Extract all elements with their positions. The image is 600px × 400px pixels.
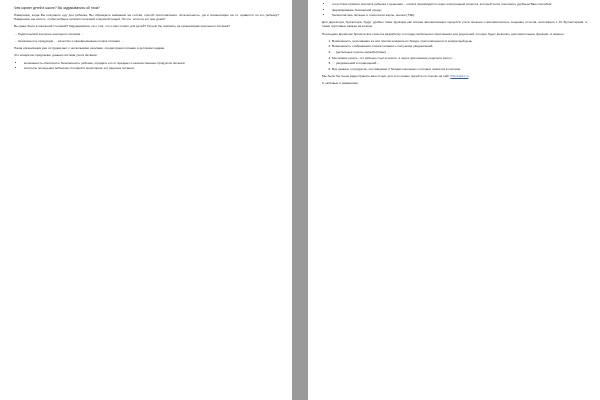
paragraph: … Родительский контроль школьного питания … (14, 31, 85, 36)
list-item: • формирование безопасной среды; (332, 8, 587, 12)
list-item: 3. … (детальные пункты неразборчивы) … (332, 50, 587, 54)
list-item: 4. Мы можем узнать, что ребенок съел в школе, и через приложение родители смогут … (332, 56, 587, 60)
list-item: 1. Возможность голосования за или против конкретного блюда, приготовленного в конкретный день. (332, 39, 587, 43)
left-page (0, 0, 292, 400)
website-link[interactable]: http://qp21.ru (450, 74, 469, 79)
paragraph: Для директора, бухгалтера, будут удобны такие функции как полная автоматизация процесса учета питания и автоматическое создание отчетов, интеграция с 1С Бухгалтерией, а также групповые заказы на классы. (322, 20, 587, 29)
paragraph: … безопасность продукции … качество и своевременная оплата питания … (14, 38, 124, 43)
list-item: 2. Возможность отображения списка питания и получения уведомлений. (332, 44, 587, 48)
page-heading: Чем кормят детей в школе? Вы задумывались об этом? (14, 6, 100, 10)
paragraph: Наверняка, когда Вы покупаете еду для ребенка, Вы обращаете внимание на состав, способ приготовления, питательность, да и элементарно на то, нравится ли это ребенку? Наверняка, вы хотите, чтобы ребенок питался полезной и вкусной пищей. Но что, если он ест вне дома? (14, 13, 279, 22)
list-item: 6. Все данные о продуктах, поставщиках и блюдах школьных столовых хранятся в системе. (332, 67, 587, 71)
list-item: • отсутствие прямого контакта ребенка с деньгами – оплата производится через электронный кошелек, который легко пополнить удобным Вам способом; (332, 2, 587, 6)
closing-paragraph (322, 74, 587, 78)
app-features-list (322, 39, 587, 71)
list-item: • бесконтактное питание и технологии карты, кнопки (ТЭК). (332, 13, 587, 17)
paragraph: Наша организация уже сотрудничает с несколькими школами, операторами питания и детскими садами. (14, 46, 166, 51)
paragraph: Вы даже были в школьной столовой? Задумывались ли о том, что и как готовят для детей? Хотели бы повлиять на организацию школьного питания? (14, 24, 230, 29)
features-intro: Что конкретно предлагает данная система учета питания: (14, 53, 98, 58)
closing-text: Мы были бы очень рады принять ваш отзыв, для чего можно перейти по ссылке на сайт (322, 74, 450, 79)
list-item: • контроль посещения ребенком столовой и мониторинг его рациона питания; (24, 66, 279, 70)
list-item: • возможность обеспечить безопасность ребенка, оградить его от вредных и некачественных продуктов питания; (24, 61, 279, 65)
right-page (308, 0, 600, 400)
features-list (14, 61, 279, 71)
signoff: С любовью и уважением, (322, 81, 359, 86)
list-item: 5. … уведомлений и оповещений … (332, 61, 587, 65)
paragraph: Последние время мы бросили все силы на разработку и отладку мобильного приложения для родителей, которое будет включать дополнительные функции. А именно: (322, 31, 565, 36)
top-bullet-list (322, 2, 587, 17)
